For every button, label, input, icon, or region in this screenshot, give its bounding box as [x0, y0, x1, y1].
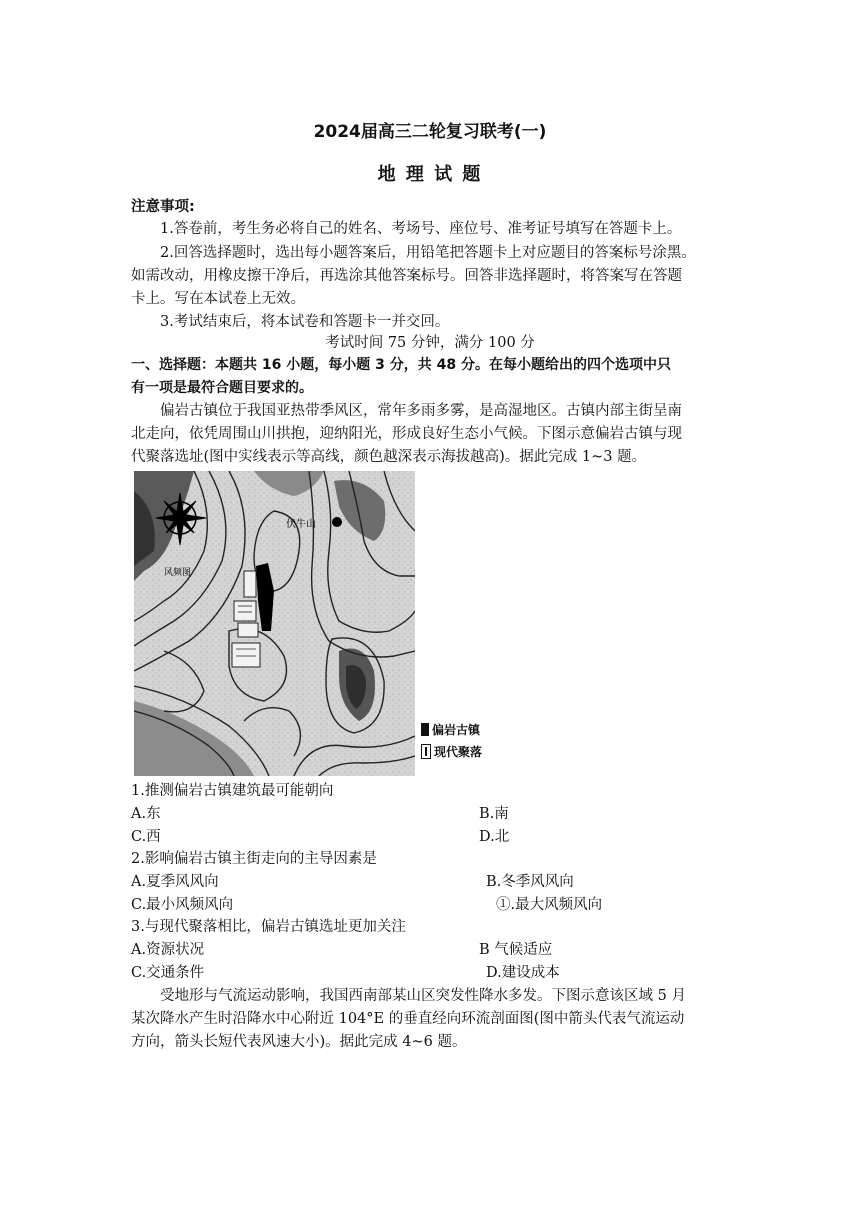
- old-town-swatch-icon: [421, 723, 429, 736]
- q1-option-c[interactable]: C.西: [131, 829, 161, 845]
- notice-item-2-line-1: 2.回答选择题时，选出每小题答案后，用铅笔把答题卡上对应题目的答案标号涂黑。: [160, 245, 696, 261]
- q1-stem: 1.推测偏岩古镇建筑最可能朝向: [131, 783, 334, 799]
- modern-swatch-icon: [421, 744, 431, 759]
- section-1-line-1: 一、选择题：本题共 16 小题，每小题 3 分，共 48 分。在每小题给出的四个选项中只: [131, 357, 671, 373]
- q1-option-b[interactable]: B.南: [479, 806, 509, 822]
- q2-option-d[interactable]: ①.最大风频风向: [496, 897, 603, 913]
- q3-option-b[interactable]: B 气候适应: [479, 942, 553, 958]
- contour-map: [134, 471, 415, 776]
- passage-1-line-1: 偏岩古镇位于我国亚热带季风区，常年多雨多雾，是高湿地区。古镇内部主街呈南: [160, 403, 682, 419]
- legend-modern-label: 现代聚落: [434, 744, 483, 759]
- legend-old-town: [421, 719, 482, 739]
- q3-option-c[interactable]: C.交通条件: [131, 965, 205, 981]
- map-label-mountain: 伏牛山: [286, 519, 316, 530]
- q1-option-d[interactable]: D.北: [479, 829, 510, 845]
- passage-1-line-2: 北走向，依凭周围山川拱抱，迎纳阳光，形成良好生态小气候。下图示意偏岩古镇与现: [131, 426, 682, 442]
- notice-item-3: 3.考试结束后，将本试卷和答题卡一并交回。: [160, 314, 450, 330]
- q1-option-a[interactable]: A.东: [131, 806, 161, 822]
- passage-2-line-3: 方向，箭头长短代表风速大小)。据此完成 4~6 题。: [131, 1034, 467, 1050]
- passage-2-line-2: 某次降水产生时沿降水中心附近 104°E 的垂直经向环流剖面图(图中箭头代表气流运动: [131, 1011, 685, 1027]
- q2-stem: 2.影响偏岩古镇主街走向的主导因素是: [131, 851, 377, 867]
- map-label-windrose: 风频图: [164, 567, 192, 577]
- notice-item-2-line-2: 如需改动，用橡皮擦干净后，再选涂其他答案标号。回答非选择题时，将答案写在答题: [131, 268, 682, 284]
- q3-stem: 3.与现代聚落相比，偏岩古镇选址更加关注: [131, 919, 406, 935]
- time-score: 考试时间 75 分钟，满分 100 分: [325, 335, 535, 351]
- notice-item-2-line-3: 卡上。写在本试卷上无效。: [131, 291, 305, 307]
- q2-option-a[interactable]: A.夏季风风向: [131, 874, 219, 890]
- exam-title: 2024届高三二轮复习联考(一): [313, 122, 547, 142]
- passage-2-line-1: 受地形与气流运动影响，我国西南部某山区突发性降水多发。下图示意该区域 5 月: [160, 988, 686, 1004]
- mountain-peak-marker: [332, 517, 342, 527]
- section-1-line-2: 有一项是最符合题目要求的。: [131, 380, 313, 396]
- legend-modern: [421, 741, 482, 761]
- passage-1-line-3: 代聚落选址(图中实线表示等高线，颜色越深表示海拔越高)。据此完成 1~3 题。: [131, 449, 647, 465]
- subject-title: 地 理 试 题: [377, 164, 483, 185]
- notice-item-1: 1.答卷前，考生务必将自己的姓名、考场号、座位号、准考证号填写在答题卡上。: [160, 221, 682, 237]
- map-legend: [421, 719, 482, 761]
- q2-option-b[interactable]: B.冬季风风向: [486, 874, 574, 890]
- notice-heading: 注意事项:: [131, 199, 195, 215]
- q2-option-c[interactable]: C.最小风频风向: [131, 897, 234, 913]
- legend-old-town-label: 偏岩古镇: [432, 722, 481, 737]
- q3-option-d[interactable]: D.建设成本: [486, 965, 560, 981]
- q3-option-a[interactable]: A.资源状况: [131, 942, 205, 958]
